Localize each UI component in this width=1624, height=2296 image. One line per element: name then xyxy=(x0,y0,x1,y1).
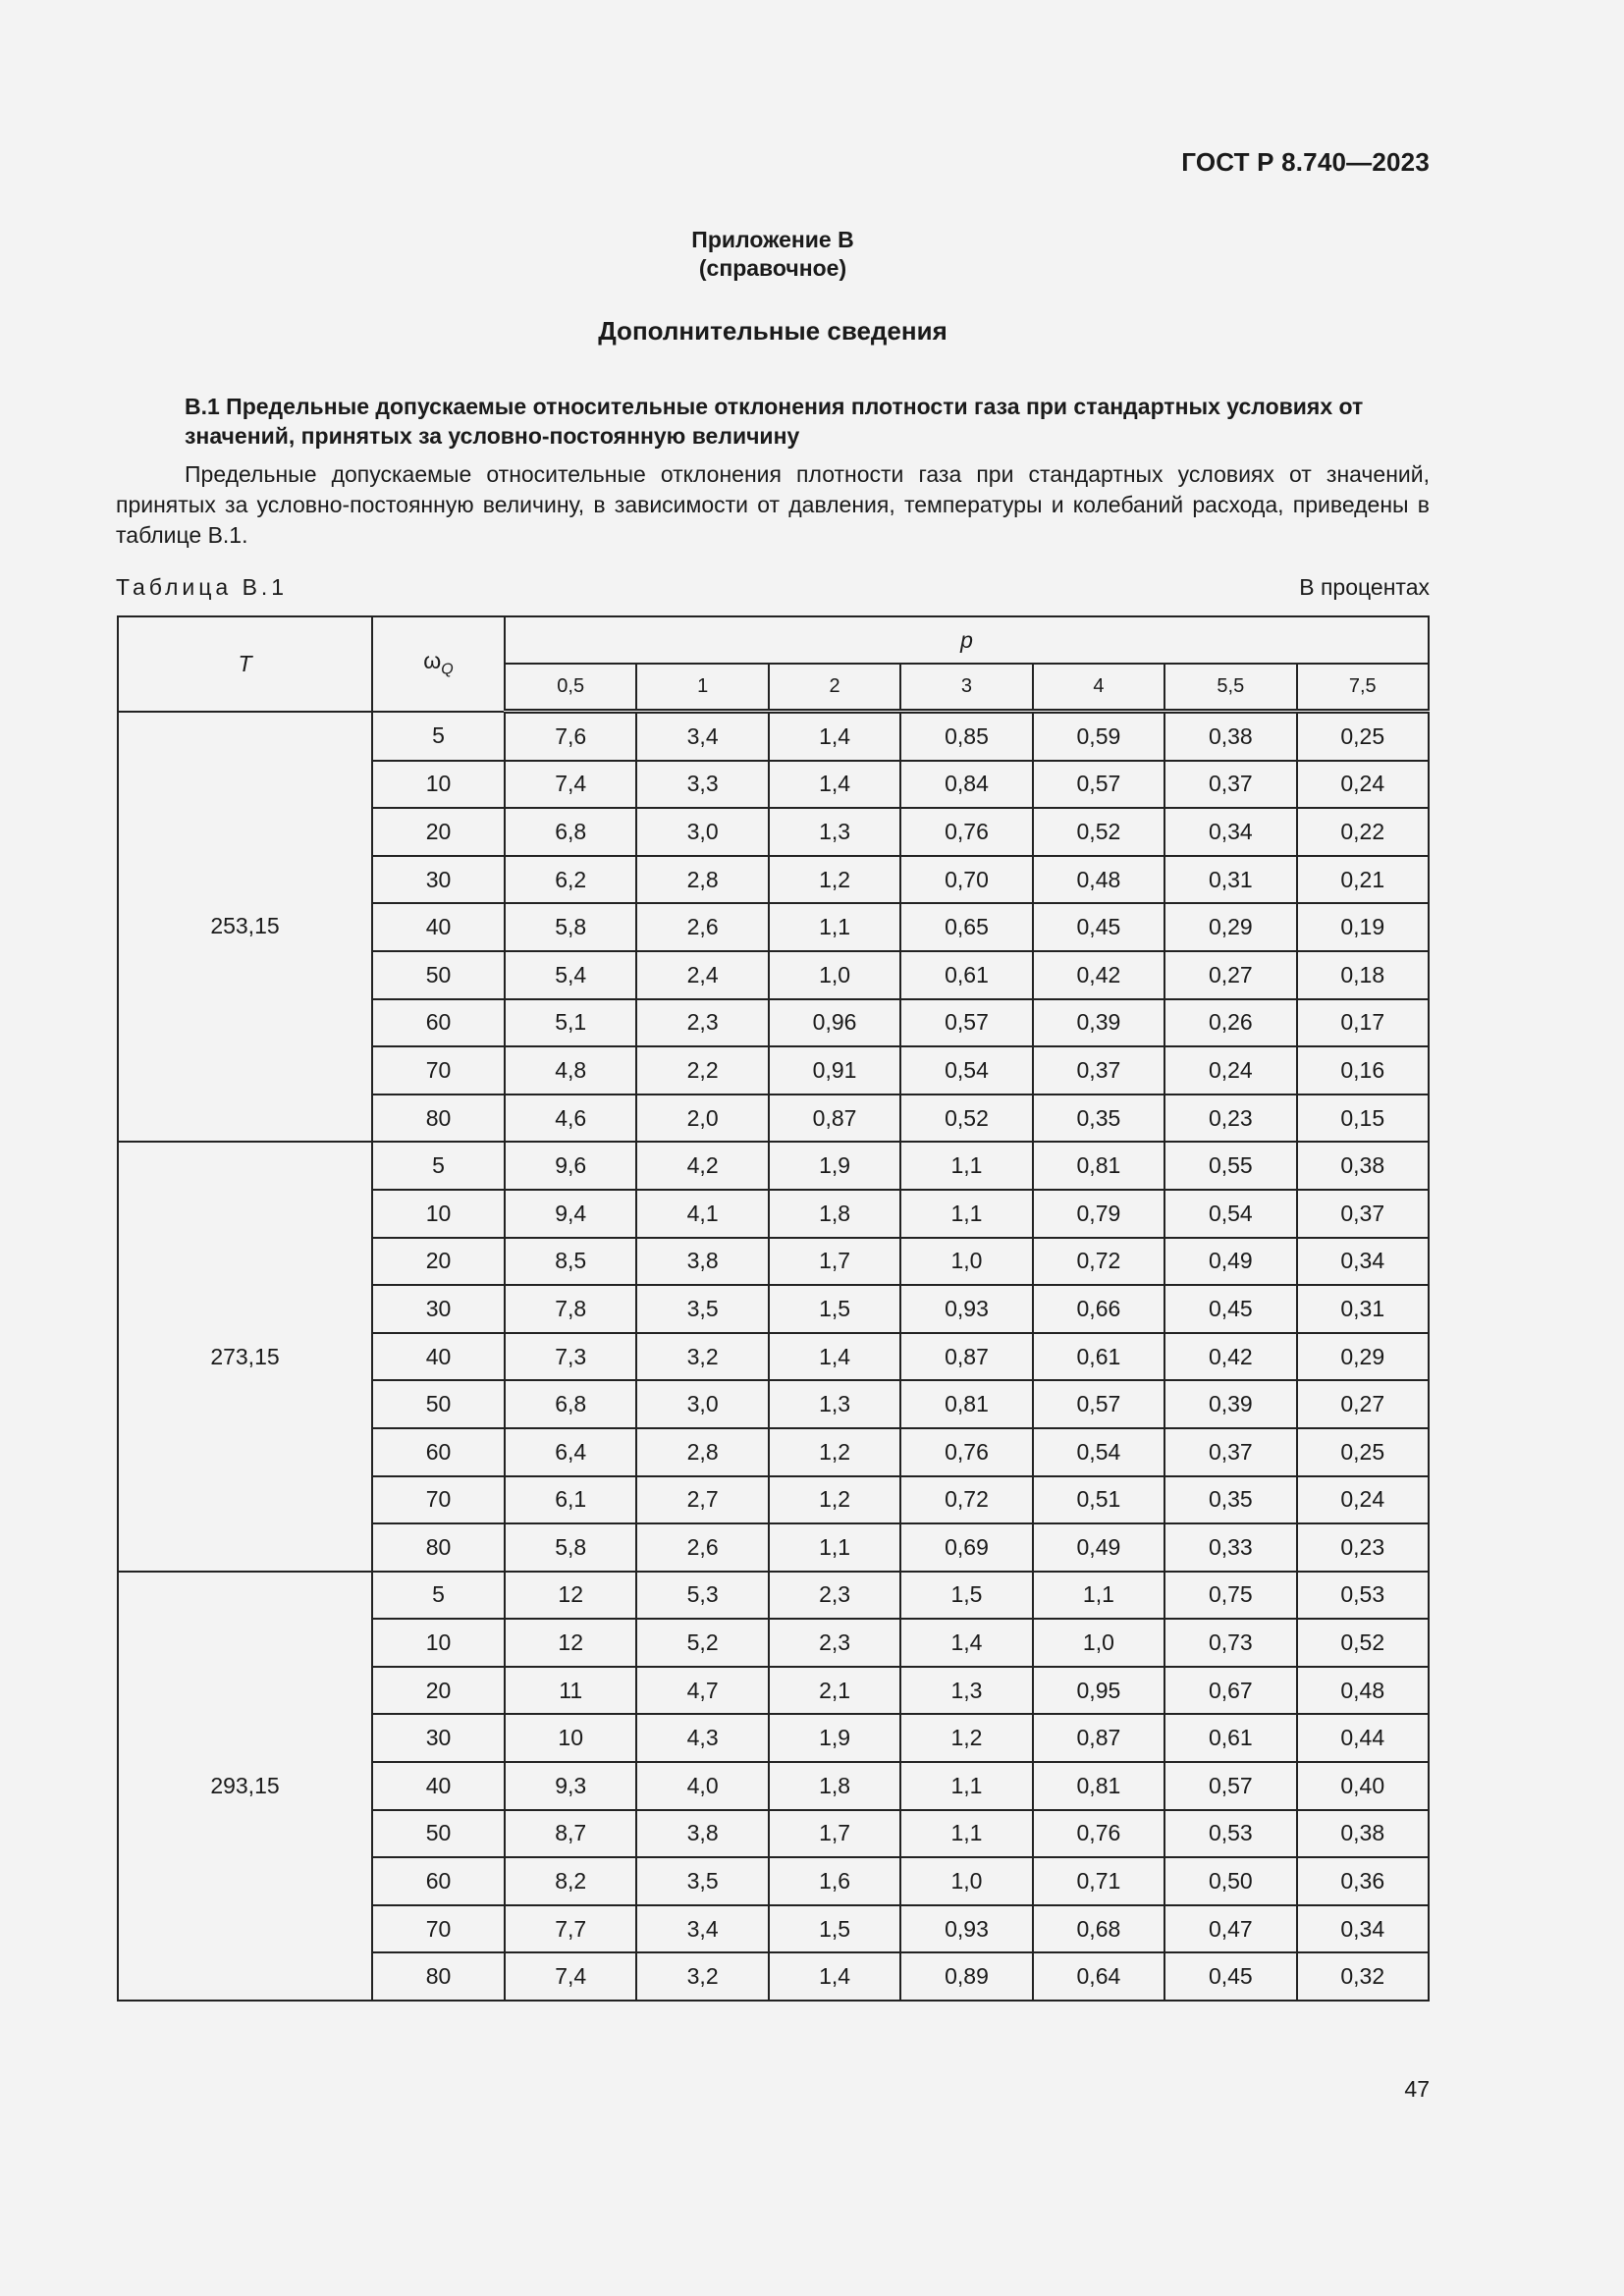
value-cell: 1,2 xyxy=(769,856,900,904)
value-cell: 0,81 xyxy=(1033,1142,1164,1190)
value-cell: 0,87 xyxy=(900,1333,1032,1381)
temperature-cell: 253,15 xyxy=(118,712,372,1143)
value-cell: 0,22 xyxy=(1297,808,1429,856)
value-cell: 0,68 xyxy=(1033,1905,1164,1953)
value-cell: 1,0 xyxy=(769,951,900,999)
value-cell: 0,89 xyxy=(900,1952,1032,2001)
value-cell: 0,85 xyxy=(900,712,1032,761)
value-cell: 1,1 xyxy=(769,903,900,951)
value-cell: 0,35 xyxy=(1164,1476,1296,1524)
header-p-value: 7,5 xyxy=(1297,664,1429,712)
value-cell: 0,37 xyxy=(1297,1190,1429,1238)
value-cell: 0,39 xyxy=(1033,999,1164,1047)
value-cell: 3,5 xyxy=(636,1285,768,1333)
value-cell: 0,54 xyxy=(900,1046,1032,1095)
value-cell: 0,52 xyxy=(900,1095,1032,1143)
value-cell: 2,8 xyxy=(636,1428,768,1476)
value-cell: 3,4 xyxy=(636,712,768,761)
value-cell: 0,15 xyxy=(1297,1095,1429,1143)
value-cell: 6,1 xyxy=(505,1476,636,1524)
value-cell: 0,29 xyxy=(1297,1333,1429,1381)
header-p-value: 0,5 xyxy=(505,664,636,712)
omega-cell: 10 xyxy=(372,761,505,809)
value-cell: 0,34 xyxy=(1297,1905,1429,1953)
table-body xyxy=(118,712,1429,2002)
value-cell: 0,91 xyxy=(769,1046,900,1095)
value-cell: 0,45 xyxy=(1164,1952,1296,2001)
value-cell: 7,3 xyxy=(505,1333,636,1381)
temperature-cell: 273,15 xyxy=(118,1142,372,1571)
appendix-heading xyxy=(0,226,1545,283)
value-cell: 1,5 xyxy=(769,1285,900,1333)
value-cell: 0,76 xyxy=(900,1428,1032,1476)
value-cell: 3,0 xyxy=(636,1380,768,1428)
value-cell: 1,1 xyxy=(1033,1572,1164,1620)
page-number: 47 xyxy=(1404,2076,1430,2102)
header-p-value: 3 xyxy=(900,664,1032,712)
value-cell: 2,7 xyxy=(636,1476,768,1524)
value-cell: 0,34 xyxy=(1164,808,1296,856)
value-cell: 0,45 xyxy=(1033,903,1164,951)
value-cell: 0,81 xyxy=(900,1380,1032,1428)
value-cell: 3,0 xyxy=(636,808,768,856)
value-cell: 0,93 xyxy=(900,1905,1032,1953)
omega-cell: 20 xyxy=(372,1667,505,1715)
value-cell: 0,57 xyxy=(900,999,1032,1047)
table-row xyxy=(118,1142,1429,1190)
value-cell: 0,52 xyxy=(1297,1619,1429,1667)
omega-cell: 20 xyxy=(372,808,505,856)
header-p-value: 1 xyxy=(636,664,768,712)
value-cell: 0,17 xyxy=(1297,999,1429,1047)
value-cell: 0,24 xyxy=(1297,761,1429,809)
value-cell: 1,2 xyxy=(769,1428,900,1476)
value-cell: 0,71 xyxy=(1033,1857,1164,1905)
document-code: ГОСТ Р 8.740—2023 xyxy=(1181,147,1430,177)
value-cell: 1,0 xyxy=(1033,1619,1164,1667)
value-cell: 0,31 xyxy=(1297,1285,1429,1333)
value-cell: 1,4 xyxy=(900,1619,1032,1667)
value-cell: 1,6 xyxy=(769,1857,900,1905)
value-cell: 0,64 xyxy=(1033,1952,1164,2001)
omega-subscript: Q xyxy=(441,662,454,679)
value-cell: 1,1 xyxy=(900,1190,1032,1238)
value-cell: 6,8 xyxy=(505,1380,636,1428)
value-cell: 5,8 xyxy=(505,1523,636,1572)
value-cell: 1,4 xyxy=(769,1333,900,1381)
value-cell: 2,8 xyxy=(636,856,768,904)
value-cell: 0,69 xyxy=(900,1523,1032,1572)
omega-symbol: ω xyxy=(423,648,442,674)
value-cell: 0,72 xyxy=(900,1476,1032,1524)
value-cell: 9,6 xyxy=(505,1142,636,1190)
value-cell: 4,6 xyxy=(505,1095,636,1143)
value-cell: 0,18 xyxy=(1297,951,1429,999)
value-cell: 0,38 xyxy=(1297,1142,1429,1190)
value-cell: 0,37 xyxy=(1164,1428,1296,1476)
value-cell: 2,2 xyxy=(636,1046,768,1095)
value-cell: 1,3 xyxy=(769,1380,900,1428)
value-cell: 0,51 xyxy=(1033,1476,1164,1524)
clause-text: Предельные допускаемые относительные отклонения плотности газа при стандартных условиях от значений, принятых за условно-постоянную величину, в зависимости от давления, температуры и колебаний расхода, приведены в таблице В.1. xyxy=(116,461,1430,548)
value-cell: 4,8 xyxy=(505,1046,636,1095)
header-omega xyxy=(372,616,505,712)
value-cell: 12 xyxy=(505,1619,636,1667)
value-cell: 1,9 xyxy=(769,1142,900,1190)
omega-cell: 80 xyxy=(372,1095,505,1143)
value-cell: 1,4 xyxy=(769,761,900,809)
omega-cell: 60 xyxy=(372,1857,505,1905)
omega-cell: 70 xyxy=(372,1905,505,1953)
table-row xyxy=(118,1572,1429,1620)
value-cell: 0,23 xyxy=(1297,1523,1429,1572)
value-cell: 0,65 xyxy=(900,903,1032,951)
value-cell: 2,0 xyxy=(636,1095,768,1143)
value-cell: 0,32 xyxy=(1297,1952,1429,2001)
value-cell: 2,1 xyxy=(769,1667,900,1715)
value-cell: 0,81 xyxy=(1033,1762,1164,1810)
value-cell: 0,54 xyxy=(1164,1190,1296,1238)
value-cell: 0,76 xyxy=(900,808,1032,856)
value-cell: 4,2 xyxy=(636,1142,768,1190)
value-cell: 0,61 xyxy=(1164,1714,1296,1762)
value-cell: 2,3 xyxy=(769,1619,900,1667)
value-cell: 7,4 xyxy=(505,1952,636,2001)
value-cell: 1,8 xyxy=(769,1190,900,1238)
omega-cell: 5 xyxy=(372,1142,505,1190)
value-cell: 2,3 xyxy=(769,1572,900,1620)
value-cell: 5,3 xyxy=(636,1572,768,1620)
value-cell: 0,67 xyxy=(1164,1667,1296,1715)
value-cell: 4,0 xyxy=(636,1762,768,1810)
omega-cell: 80 xyxy=(372,1952,505,2001)
value-cell: 6,2 xyxy=(505,856,636,904)
value-cell: 0,25 xyxy=(1297,1428,1429,1476)
appendix-type: (справочное) xyxy=(698,255,847,281)
omega-cell: 10 xyxy=(372,1190,505,1238)
omega-cell: 5 xyxy=(372,712,505,761)
omega-cell: 30 xyxy=(372,1714,505,1762)
value-cell: 0,29 xyxy=(1164,903,1296,951)
value-cell: 0,25 xyxy=(1297,712,1429,761)
value-cell: 0,57 xyxy=(1164,1762,1296,1810)
value-cell: 0,57 xyxy=(1033,1380,1164,1428)
value-cell: 3,4 xyxy=(636,1905,768,1953)
value-cell: 4,7 xyxy=(636,1667,768,1715)
value-cell: 5,1 xyxy=(505,999,636,1047)
value-cell: 0,16 xyxy=(1297,1046,1429,1095)
value-cell: 8,2 xyxy=(505,1857,636,1905)
value-cell: 0,79 xyxy=(1033,1190,1164,1238)
value-cell: 9,4 xyxy=(505,1190,636,1238)
data-table xyxy=(117,615,1430,2002)
value-cell: 1,5 xyxy=(769,1905,900,1953)
value-cell: 0,54 xyxy=(1033,1428,1164,1476)
omega-cell: 40 xyxy=(372,1333,505,1381)
value-cell: 0,42 xyxy=(1033,951,1164,999)
value-cell: 0,38 xyxy=(1164,712,1296,761)
omega-cell: 80 xyxy=(372,1523,505,1572)
temperature-cell: 293,15 xyxy=(118,1572,372,2001)
value-cell: 11 xyxy=(505,1667,636,1715)
value-cell: 0,87 xyxy=(1033,1714,1164,1762)
appendix-title: Приложение В xyxy=(691,227,854,252)
value-cell: 3,8 xyxy=(636,1238,768,1286)
value-cell: 8,5 xyxy=(505,1238,636,1286)
value-cell: 7,4 xyxy=(505,761,636,809)
value-cell: 7,8 xyxy=(505,1285,636,1333)
value-cell: 1,0 xyxy=(900,1238,1032,1286)
value-cell: 9,3 xyxy=(505,1762,636,1810)
value-cell: 1,1 xyxy=(900,1810,1032,1858)
value-cell: 0,24 xyxy=(1297,1476,1429,1524)
value-cell: 5,4 xyxy=(505,951,636,999)
value-cell: 4,3 xyxy=(636,1714,768,1762)
value-cell: 0,93 xyxy=(900,1285,1032,1333)
value-cell: 0,24 xyxy=(1164,1046,1296,1095)
omega-cell: 40 xyxy=(372,903,505,951)
value-cell: 0,66 xyxy=(1033,1285,1164,1333)
value-cell: 0,52 xyxy=(1033,808,1164,856)
value-cell: 0,75 xyxy=(1164,1572,1296,1620)
value-cell: 0,37 xyxy=(1164,761,1296,809)
value-cell: 0,27 xyxy=(1297,1380,1429,1428)
header-p-value: 4 xyxy=(1033,664,1164,712)
value-cell: 5,2 xyxy=(636,1619,768,1667)
value-cell: 0,53 xyxy=(1164,1810,1296,1858)
value-cell: 0,59 xyxy=(1033,712,1164,761)
value-cell: 0,49 xyxy=(1033,1523,1164,1572)
value-cell: 0,39 xyxy=(1164,1380,1296,1428)
value-cell: 0,55 xyxy=(1164,1142,1296,1190)
value-cell: 2,3 xyxy=(636,999,768,1047)
value-cell: 0,31 xyxy=(1164,856,1296,904)
value-cell: 3,2 xyxy=(636,1952,768,2001)
omega-cell: 50 xyxy=(372,951,505,999)
value-cell: 0,48 xyxy=(1033,856,1164,904)
value-cell: 0,23 xyxy=(1164,1095,1296,1143)
value-cell: 0,19 xyxy=(1297,903,1429,951)
value-cell: 0,61 xyxy=(1033,1333,1164,1381)
value-cell: 1,2 xyxy=(900,1714,1032,1762)
table-units: В процентах xyxy=(1299,574,1430,600)
value-cell: 5,8 xyxy=(505,903,636,951)
value-cell: 7,7 xyxy=(505,1905,636,1953)
value-cell: 0,76 xyxy=(1033,1810,1164,1858)
value-cell: 0,38 xyxy=(1297,1810,1429,1858)
header-p-value: 5,5 xyxy=(1164,664,1296,712)
value-cell: 0,34 xyxy=(1297,1238,1429,1286)
header-p-value: 2 xyxy=(769,664,900,712)
value-cell: 1,8 xyxy=(769,1762,900,1810)
value-cell: 1,4 xyxy=(769,712,900,761)
value-cell: 1,5 xyxy=(900,1572,1032,1620)
value-cell: 0,73 xyxy=(1164,1619,1296,1667)
value-cell: 0,40 xyxy=(1297,1762,1429,1810)
value-cell: 0,57 xyxy=(1033,761,1164,809)
value-cell: 0,26 xyxy=(1164,999,1296,1047)
omega-cell: 70 xyxy=(372,1476,505,1524)
section-title: Дополнительные сведения xyxy=(598,316,947,346)
value-cell: 3,3 xyxy=(636,761,768,809)
value-cell: 0,37 xyxy=(1033,1046,1164,1095)
omega-cell: 40 xyxy=(372,1762,505,1810)
omega-cell: 30 xyxy=(372,1285,505,1333)
header-temperature: T xyxy=(118,616,372,712)
value-cell: 1,7 xyxy=(769,1810,900,1858)
value-cell: 0,44 xyxy=(1297,1714,1429,1762)
value-cell: 1,3 xyxy=(900,1667,1032,1715)
value-cell: 0,87 xyxy=(769,1095,900,1143)
value-cell: 0,95 xyxy=(1033,1667,1164,1715)
value-cell: 0,21 xyxy=(1297,856,1429,904)
omega-cell: 5 xyxy=(372,1572,505,1620)
value-cell: 0,27 xyxy=(1164,951,1296,999)
value-cell: 12 xyxy=(505,1572,636,1620)
value-cell: 8,7 xyxy=(505,1810,636,1858)
value-cell: 0,70 xyxy=(900,856,1032,904)
value-cell: 6,8 xyxy=(505,808,636,856)
value-cell: 1,3 xyxy=(769,808,900,856)
table-caption: Таблица В.1 xyxy=(116,574,289,600)
value-cell: 1,1 xyxy=(900,1142,1032,1190)
value-cell: 0,61 xyxy=(900,951,1032,999)
value-cell: 1,0 xyxy=(900,1857,1032,1905)
value-cell: 10 xyxy=(505,1714,636,1762)
value-cell: 3,2 xyxy=(636,1333,768,1381)
value-cell: 1,7 xyxy=(769,1238,900,1286)
value-cell: 0,36 xyxy=(1297,1857,1429,1905)
omega-cell: 50 xyxy=(372,1810,505,1858)
value-cell: 0,33 xyxy=(1164,1523,1296,1572)
value-cell: 1,1 xyxy=(900,1762,1032,1810)
omega-cell: 30 xyxy=(372,856,505,904)
value-cell: 0,35 xyxy=(1033,1095,1164,1143)
value-cell: 1,4 xyxy=(769,1952,900,2001)
value-cell: 1,1 xyxy=(769,1523,900,1572)
value-cell: 1,2 xyxy=(769,1476,900,1524)
value-cell: 0,42 xyxy=(1164,1333,1296,1381)
table-row xyxy=(118,712,1429,761)
value-cell: 0,72 xyxy=(1033,1238,1164,1286)
value-cell: 0,49 xyxy=(1164,1238,1296,1286)
value-cell: 2,6 xyxy=(636,903,768,951)
omega-cell: 70 xyxy=(372,1046,505,1095)
value-cell: 0,84 xyxy=(900,761,1032,809)
clause-heading: В.1 Предельные допускаемые относительные отклонения плотности газа при стандартных условиях от значений, принятых за условно-постоянную величину xyxy=(185,394,1364,449)
value-cell: 1,9 xyxy=(769,1714,900,1762)
value-cell: 2,4 xyxy=(636,951,768,999)
value-cell: 7,6 xyxy=(505,712,636,761)
value-cell: 3,5 xyxy=(636,1857,768,1905)
value-cell: 0,45 xyxy=(1164,1285,1296,1333)
omega-cell: 50 xyxy=(372,1380,505,1428)
value-cell: 0,50 xyxy=(1164,1857,1296,1905)
value-cell: 2,6 xyxy=(636,1523,768,1572)
value-cell: 0,53 xyxy=(1297,1572,1429,1620)
omega-cell: 60 xyxy=(372,1428,505,1476)
value-cell: 3,8 xyxy=(636,1810,768,1858)
value-cell: 6,4 xyxy=(505,1428,636,1476)
value-cell: 0,47 xyxy=(1164,1905,1296,1953)
value-cell: 0,48 xyxy=(1297,1667,1429,1715)
header-pressure: p xyxy=(505,616,1429,664)
omega-cell: 10 xyxy=(372,1619,505,1667)
omega-cell: 60 xyxy=(372,999,505,1047)
value-cell: 0,96 xyxy=(769,999,900,1047)
omega-cell: 20 xyxy=(372,1238,505,1286)
value-cell: 4,1 xyxy=(636,1190,768,1238)
